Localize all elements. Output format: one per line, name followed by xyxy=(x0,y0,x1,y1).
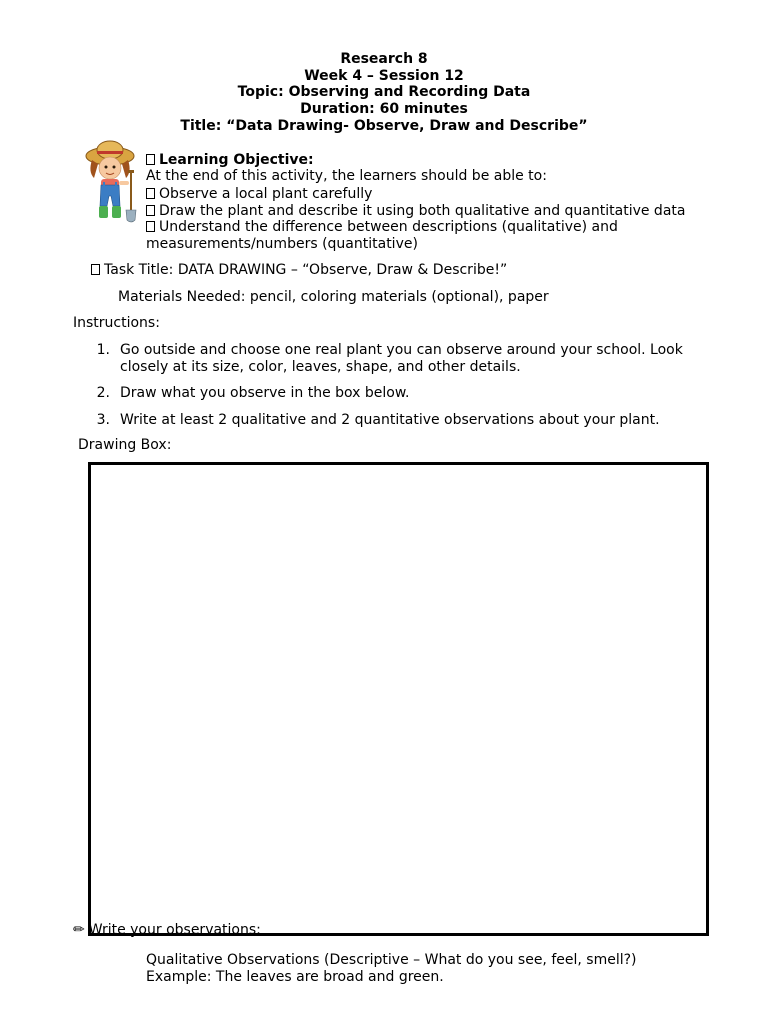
instruction-step: 2. Draw what you observe in the box below. xyxy=(96,385,410,401)
qualitative-example: Example: The leaves are broad and green. xyxy=(146,969,444,985)
drawing-box[interactable] xyxy=(88,462,709,936)
materials-needed: Materials Needed: pencil, coloring materials (optional), paper xyxy=(118,289,549,305)
activity-title: Title: “Data Drawing- Observe, Draw and Describe” xyxy=(180,118,588,134)
learning-objective-heading: Learning Objective: xyxy=(146,152,314,169)
checkbox-icon xyxy=(146,221,155,232)
drawing-box-label: Drawing Box: xyxy=(78,437,172,453)
qualitative-title: Qualitative Observations (Descriptive – What do you see, feel, smell?) xyxy=(146,952,637,968)
objective-intro: At the end of this activity, the learners should be able to: xyxy=(146,168,547,184)
pin-icon xyxy=(91,264,100,275)
objective-item: Draw the plant and describe it using both qualitative and quantitative data xyxy=(146,203,685,220)
topic: Topic: Observing and Recording Data xyxy=(237,84,531,100)
doc-title: Research 8 xyxy=(340,51,428,67)
objective-item: Observe a local plant carefully xyxy=(146,186,372,203)
objective-item-continued: measurements/numbers (quantitative) xyxy=(146,236,418,252)
instruction-step-continued: closely at its size, color, leaves, shape, and other details. xyxy=(120,359,521,375)
instructions-label: Instructions: xyxy=(73,315,160,331)
objective-item: Understand the difference between descriptions (qualitative) and xyxy=(146,219,618,236)
pencil-icon: ✏ xyxy=(73,922,85,938)
target-icon xyxy=(146,154,155,165)
week-session: Week 4 – Session 12 xyxy=(304,68,464,84)
instruction-step: 3. Write at least 2 qualitative and 2 quantitative observations about your plant. xyxy=(96,412,660,428)
instruction-step: 1. Go outside and choose one real plant you can observe around your school. Look xyxy=(96,342,683,358)
observations-label: ✏ Write your observations: xyxy=(73,922,261,938)
duration: Duration: 60 minutes xyxy=(300,101,468,117)
farmer-girl-illustration xyxy=(82,138,144,224)
task-title: Task Title: DATA DRAWING – “Observe, Draw & Describe!” xyxy=(91,262,507,279)
checkbox-icon xyxy=(146,205,155,216)
checkbox-icon xyxy=(146,188,155,199)
